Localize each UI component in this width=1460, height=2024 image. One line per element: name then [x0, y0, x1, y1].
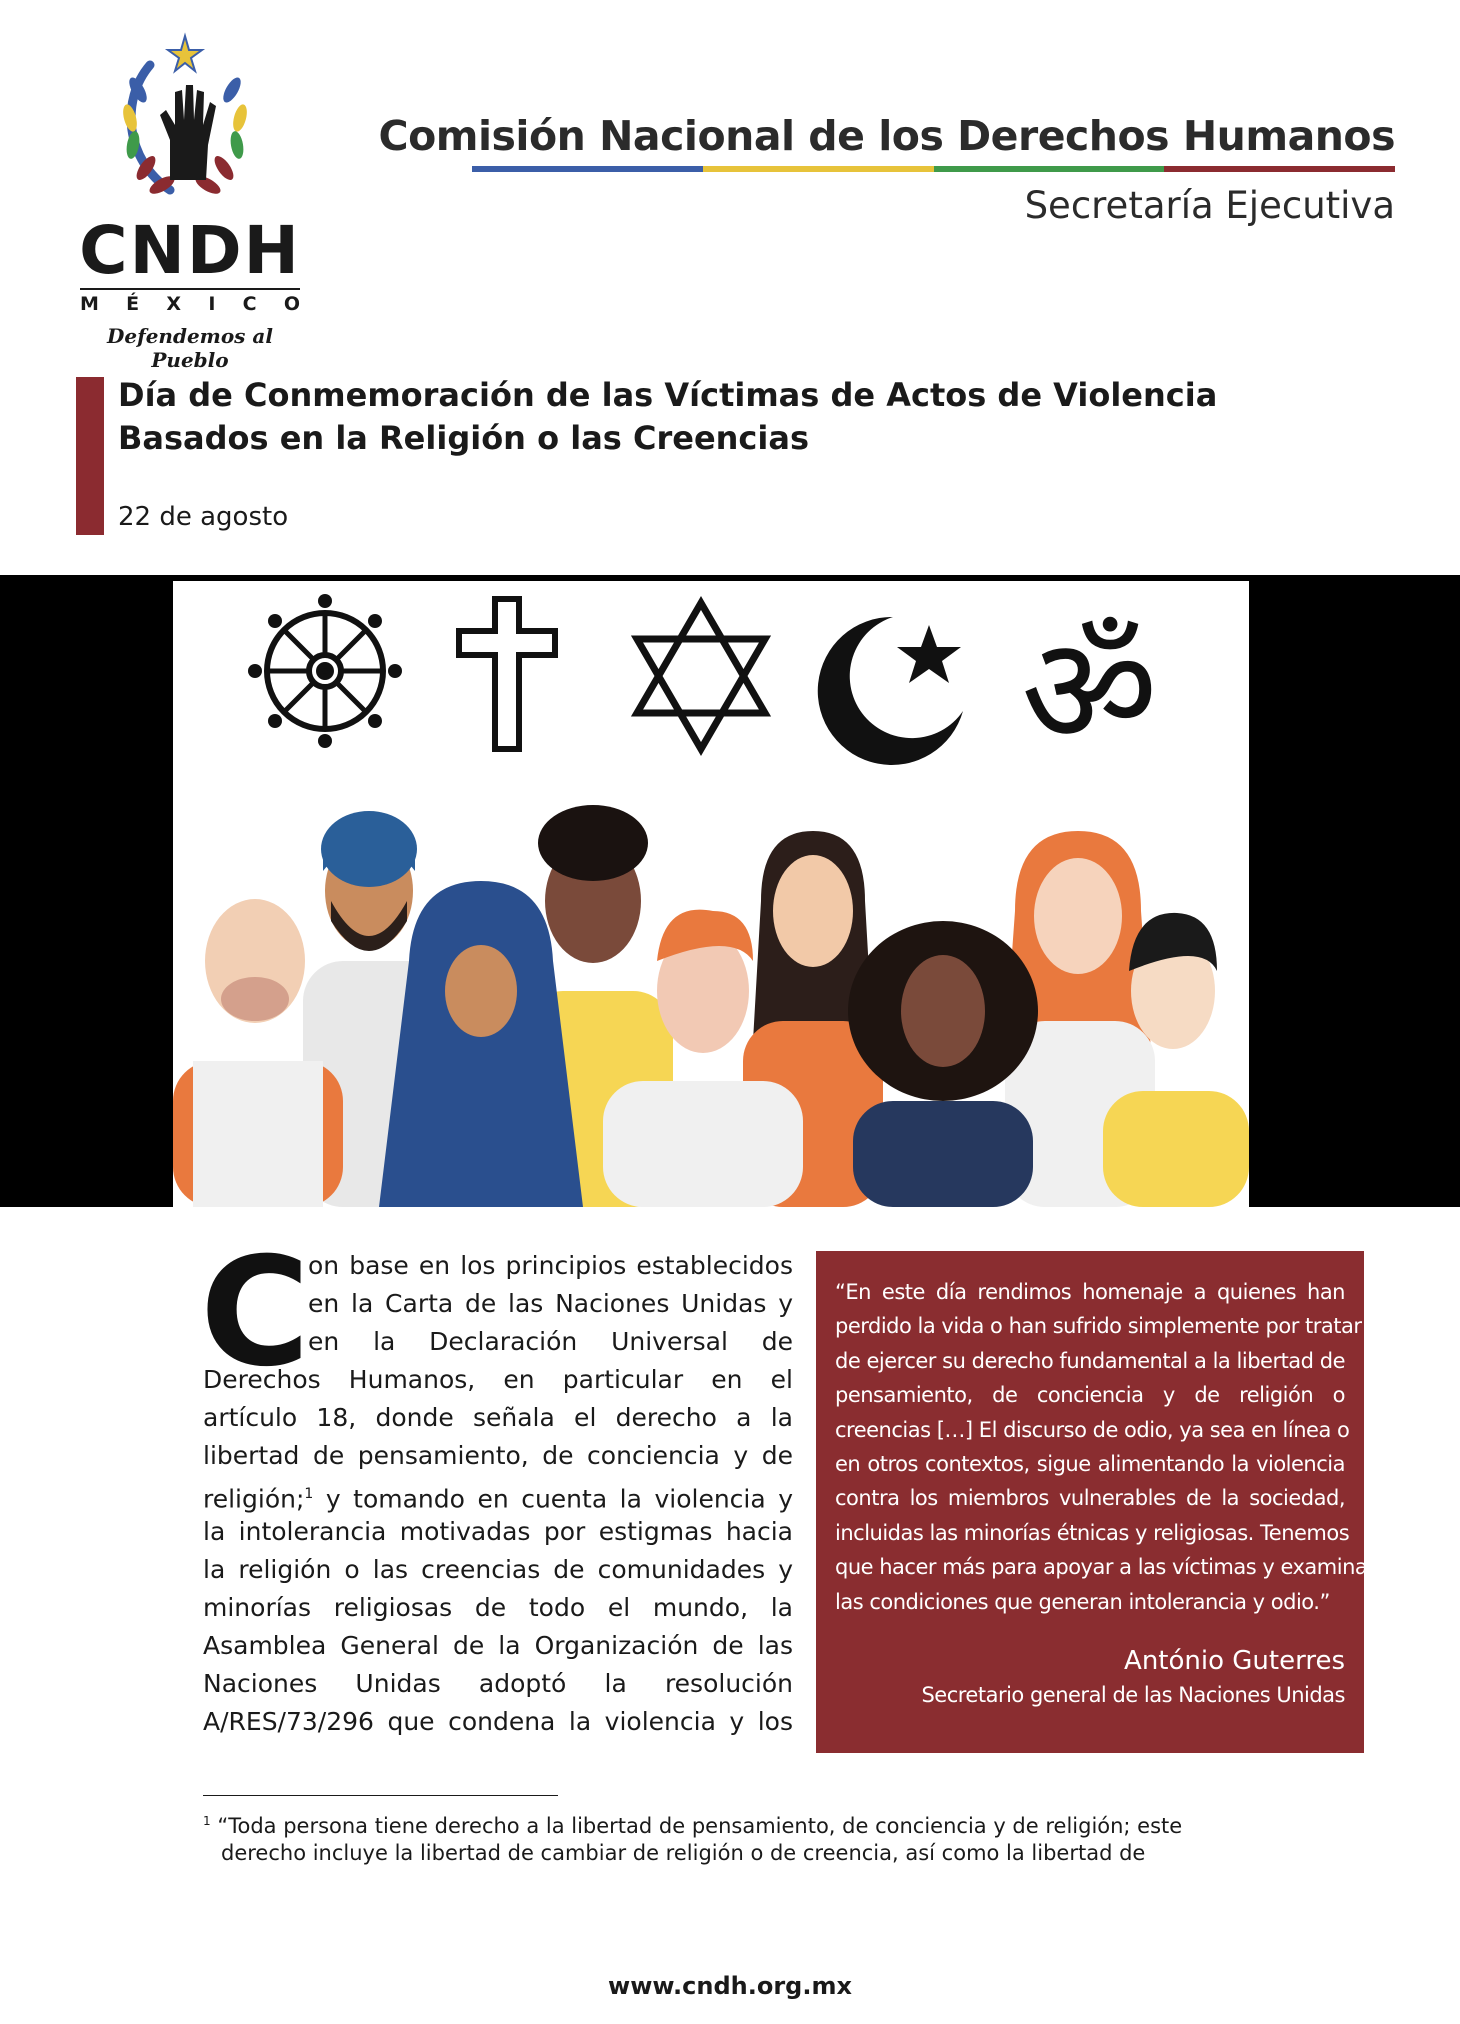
- color-bar-red: [1164, 166, 1395, 172]
- body-line: on base en los principios establecidos: [308, 1251, 793, 1280]
- quote-line: creencias […] El discurso de odio, ya sea en línea o: [835, 1417, 1350, 1442]
- dropcap: C: [200, 1226, 311, 1400]
- logo-country: [80, 288, 300, 315]
- quote-line: las condiciones que generan intolerancia y odio.”: [835, 1589, 1330, 1614]
- logo-letter: C: [242, 293, 257, 315]
- unit-name: Secretaría Ejecutiva: [1024, 184, 1395, 227]
- logo-letter: M: [80, 293, 99, 315]
- footnote-number: 1: [203, 1814, 211, 1828]
- quote-box: [816, 1251, 1376, 1753]
- footer-url[interactable]: www.cndh.org.mx: [608, 1972, 852, 2000]
- banner-illustration: [173, 581, 1249, 1207]
- logo-letter: É: [126, 293, 140, 315]
- body-line: artículo 18, donde señala el derecho a la: [203, 1403, 793, 1432]
- quote-line: en otros contextos, sigue alimentando la violencia: [835, 1452, 1345, 1477]
- logo-acronym: CNDH: [79, 212, 301, 289]
- body-fragment: religión;: [203, 1484, 305, 1514]
- body-line: Naciones Unidas adoptó la resolución: [203, 1669, 793, 1698]
- logo-letter: O: [283, 293, 300, 315]
- body-line: A/RES/73/296 que condena la violencia y los: [203, 1707, 793, 1736]
- footnote-line: derecho incluye la libertad de cambiar de religión o de creencia, así como la libertad de: [221, 1841, 1146, 1865]
- star-of-david-icon: [637, 603, 765, 749]
- cndh-logo: [70, 30, 310, 372]
- quote-line: perdido la vida o han sufrido simplemente por tratar: [835, 1314, 1362, 1339]
- quote-author-role: Secretario general de las Naciones Unidas: [921, 1683, 1345, 1707]
- quote-line: que hacer más para apoyar a las víctimas y examinar: [835, 1555, 1376, 1580]
- om-icon: ॐ: [1021, 605, 1158, 779]
- footnote-ref[interactable]: 1: [304, 1486, 314, 1502]
- body-line: minorías religiosas de todo el mundo, la: [203, 1593, 793, 1622]
- body-line: la intolerancia motivadas por estigmas hacia: [203, 1517, 793, 1546]
- color-bar-yellow: [703, 166, 934, 172]
- body-line: en la Declaración Universal de: [308, 1327, 793, 1356]
- logo-tagline: Defendemos al Pueblo: [107, 324, 273, 372]
- body-line: libertad de pensamiento, de conciencia y de: [203, 1441, 793, 1470]
- raised-hand-laurel-emblem-icon: [100, 30, 280, 215]
- crescent-star-icon: [818, 617, 963, 765]
- footnote-line: “Toda persona tiene derecho a la libertad de pensamiento, de conciencia y de religión; este: [217, 1814, 1183, 1838]
- body-fragment: y tomando en cuenta la violencia y: [325, 1484, 793, 1514]
- organization-name: Comisión Nacional de los Derechos Humanos: [378, 112, 1395, 160]
- body-line: Derechos Humanos, en particular en el: [203, 1365, 793, 1394]
- quote-line: de ejercer su derecho fundamental a la libertad de: [835, 1348, 1345, 1373]
- quote-line: “En este día rendimos homenaje a quienes han: [835, 1280, 1345, 1304]
- logo-letter: X: [166, 293, 182, 315]
- quote-text: [835, 1275, 1376, 1619]
- document-date: 22 de agosto: [118, 502, 289, 532]
- color-bar: [472, 166, 1395, 172]
- body-line: [203, 1475, 793, 1518]
- title-line: Basados en la Religión o las Creencias: [118, 419, 809, 457]
- title-accent-bar: [76, 377, 104, 535]
- latin-cross-icon: [459, 599, 555, 749]
- footnote-divider: [203, 1795, 558, 1796]
- body-line: en la Carta de las Naciones Unidas y: [308, 1289, 793, 1318]
- quote-author: António Guterres: [1124, 1646, 1345, 1676]
- dharma-wheel-icon: [248, 594, 402, 748]
- quote-line: incluidas las minorías étnicas y religiosas. Tenemos: [835, 1520, 1350, 1545]
- footnote: [203, 1808, 1333, 1867]
- diverse-people-group: [173, 805, 1249, 1207]
- banner-image: [0, 575, 1460, 1207]
- quote-line: pensamiento, de conciencia y de religión o: [835, 1383, 1345, 1408]
- body-line: la religión o las creencias de comunidades y: [203, 1555, 793, 1584]
- page-title: [118, 374, 1268, 460]
- quote-line: contra los miembros vulnerables de la sociedad,: [835, 1486, 1345, 1511]
- color-bar-blue: [472, 166, 703, 172]
- body-line: Asamblea General de la Organización de las: [203, 1631, 793, 1660]
- logo-letter: I: [208, 293, 216, 315]
- color-bar-green: [934, 166, 1165, 172]
- title-line: Día de Conmemoración de las Víctimas de Actos de Violencia: [118, 376, 1218, 414]
